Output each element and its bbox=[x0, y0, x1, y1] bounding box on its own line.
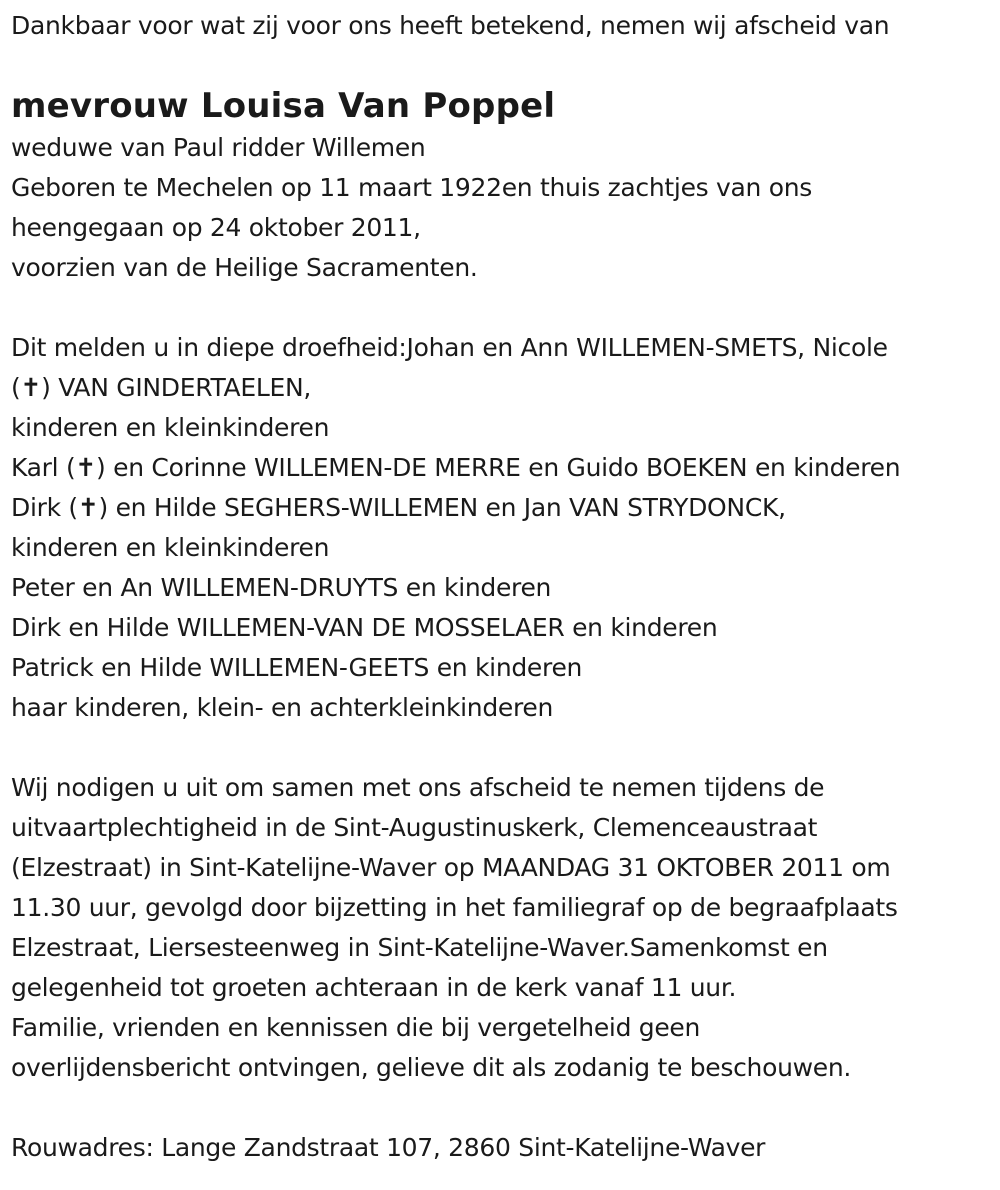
bio-line: weduwe van Paul ridder Willemen bbox=[11, 133, 426, 162]
invitation-line: Wij nodigen u uit om samen met ons afscheid te nemen tijdens de bbox=[11, 773, 825, 802]
bio-block bbox=[11, 128, 996, 288]
invitation-line: gelegenheid tot groeten achteraan in de kerk vanaf 11 uur. bbox=[11, 973, 737, 1002]
mourner-line: Dirk en Hilde WILLEMEN-VAN DE MOSSELAER en kinderen bbox=[11, 613, 718, 642]
intro-text: Dankbaar voor wat zij voor ons heeft betekend, nemen wij afscheid van bbox=[11, 11, 890, 40]
mourner-line: Karl (✝) en Corinne WILLEMEN-DE MERRE en Guido BOEKEN en kinderen bbox=[11, 453, 901, 482]
mourner-line: kinderen en kleinkinderen bbox=[11, 413, 330, 442]
invitation-line: 11.30 uur, gevolgd door bijzetting in het familiegraf op de begraafplaats bbox=[11, 893, 898, 922]
mourner-line: Dit melden u in diepe droefheid:Johan en Ann WILLEMEN-SMETS, Nicole bbox=[11, 333, 888, 362]
invitation-block bbox=[11, 768, 996, 1088]
invitation-line: uitvaartplechtigheid in de Sint-Augustinuskerk, Clemenceaustraat bbox=[11, 813, 818, 842]
mourner-line: (✝) VAN GINDERTAELEN, bbox=[11, 373, 311, 402]
obituary-notice bbox=[11, 6, 996, 1168]
mourner-line: Patrick en Hilde WILLEMEN-GEETS en kinderen bbox=[11, 653, 583, 682]
spacer bbox=[11, 288, 996, 328]
mourner-line: haar kinderen, klein- en achterkleinkinderen bbox=[11, 693, 554, 722]
spacer bbox=[11, 1088, 996, 1128]
mourner-line: Peter en An WILLEMEN-DRUYTS en kinderen bbox=[11, 573, 552, 602]
bio-line: Geboren te Mechelen op 11 maart 1922en thuis zachtjes van ons bbox=[11, 173, 812, 202]
invitation-line: (Elzestraat) in Sint-Katelijne-Waver op MAANDAG 31 OKTOBER 2011 om bbox=[11, 853, 891, 882]
mourning-address: Rouwadres: Lange Zandstraat 107, 2860 Sint-Katelijne-Waver bbox=[11, 1133, 766, 1162]
spacer bbox=[11, 728, 996, 768]
deceased-name: mevrouw Louisa Van Poppel bbox=[11, 86, 556, 126]
bio-line: voorzien van de Heilige Sacramenten. bbox=[11, 253, 478, 282]
mourner-line: Dirk (✝) en Hilde SEGHERS-WILLEMEN en Jan VAN STRYDONCK, bbox=[11, 493, 786, 522]
invitation-line: Elzestraat, Liersesteenweg in Sint-Katelijne-Waver.Samenkomst en bbox=[11, 933, 828, 962]
mourners-block bbox=[11, 328, 996, 728]
bio-line: heengegaan op 24 oktober 2011, bbox=[11, 213, 421, 242]
invitation-line: overlijdensbericht ontvingen, gelieve dit als zodanig te beschouwen. bbox=[11, 1053, 852, 1082]
invitation-line: Familie, vrienden en kennissen die bij vergetelheid geen bbox=[11, 1013, 701, 1042]
mourner-line: kinderen en kleinkinderen bbox=[11, 533, 330, 562]
